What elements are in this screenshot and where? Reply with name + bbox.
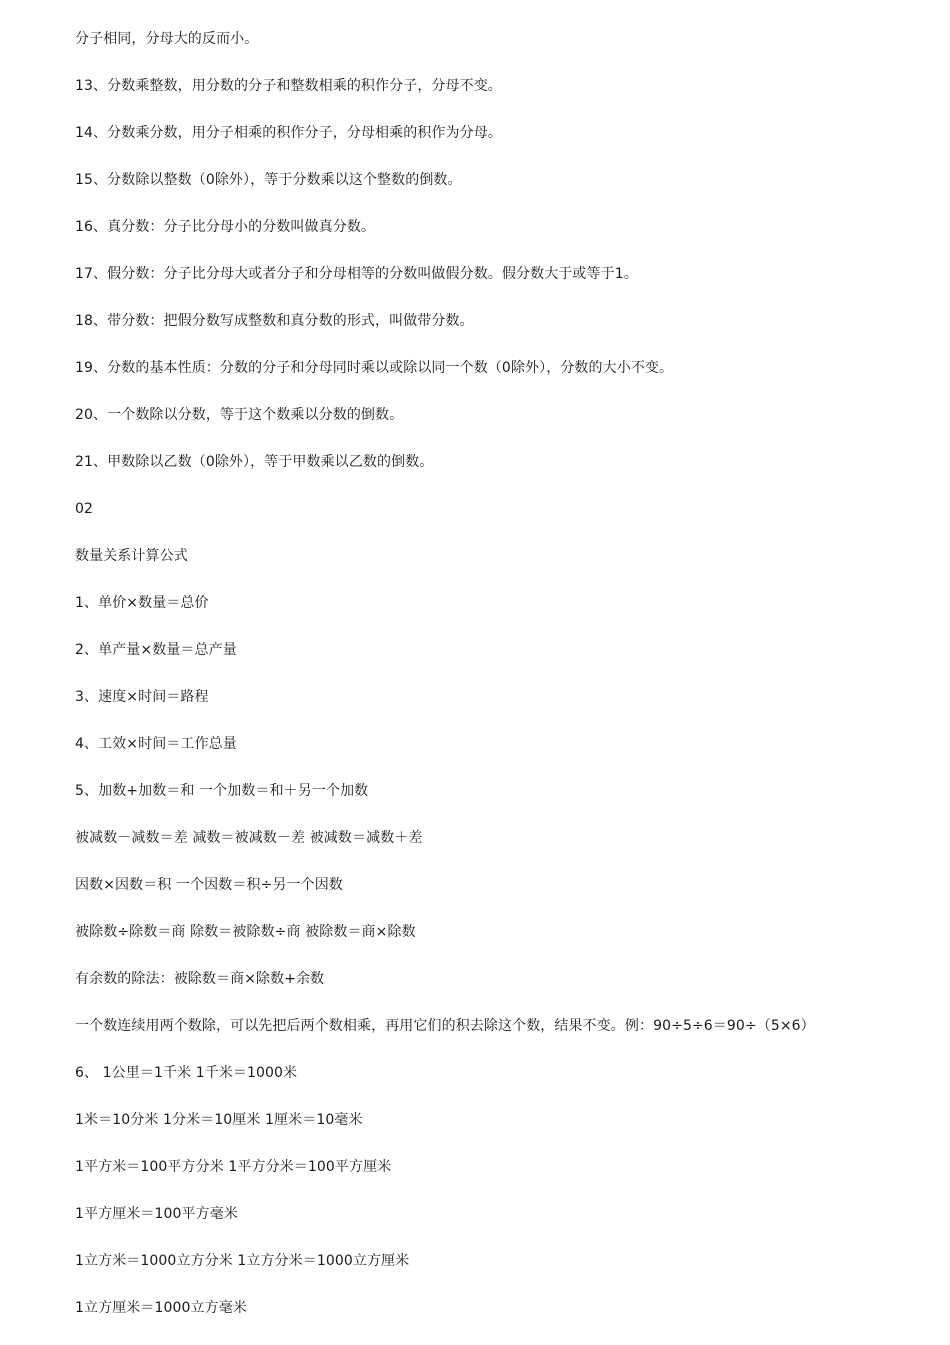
text-line: 1米＝10分米 1分米＝10厘米 1厘米＝10毫米 <box>75 1112 363 1128</box>
text-line: 因数×因数＝积 一个因数＝积÷另一个因数 <box>75 877 343 893</box>
text-line: 一个数连续用两个数除，可以先把后两个数相乘，再用它们的积去除这个数，结果不变。例：90÷5÷6＝90÷（5×6） <box>75 1018 815 1034</box>
text-line: 18、带分数：把假分数写成整数和真分数的形式，叫做带分数。 <box>75 313 474 329</box>
text-line: 16、真分数：分子比分母小的分数叫做真分数。 <box>75 219 376 235</box>
text-line: 分子相同，分母大的反而小。 <box>75 31 259 47</box>
text-line: 15、分数除以整数（0除外），等于分数乘以这个整数的倒数。 <box>75 172 462 188</box>
text-line: 19、分数的基本性质：分数的分子和分母同时乘以或除以同一个数（0除外），分数的大小不变。 <box>75 360 674 376</box>
text-line: 1、单价×数量＝总价 <box>75 595 209 611</box>
text-line: 1平方米＝100平方分米 1平方分米＝100平方厘米 <box>75 1159 392 1175</box>
section-heading: 数量关系计算公式 <box>75 548 188 564</box>
text-line: 被除数÷除数＝商 除数＝被除数÷商 被除数＝商×除数 <box>75 924 416 940</box>
text-line: 17、假分数：分子比分母大或者分子和分母相等的分数叫做假分数。假分数大于或等于1。 <box>75 266 638 282</box>
text-line: 20、一个数除以分数，等于这个数乘以分数的倒数。 <box>75 407 404 423</box>
text-line: 14、分数乘分数，用分子相乘的积作分子，分母相乘的积作为分母。 <box>75 125 502 141</box>
text-line: 有余数的除法：被除数＝商×除数+余数 <box>75 971 325 987</box>
text-line: 2、单产量×数量＝总产量 <box>75 642 237 658</box>
text-line: 5、加数+加数＝和 一个加数＝和＋另一个加数 <box>75 783 369 799</box>
text-line: 4、工效×时间＝工作总量 <box>75 736 237 752</box>
text-line: 6、 1公里＝1千米 1千米＝1000米 <box>75 1065 298 1081</box>
text-line: 3、速度×时间＝路程 <box>75 689 209 705</box>
text-line: 21、甲数除以乙数（0除外），等于甲数乘以乙数的倒数。 <box>75 454 434 470</box>
text-line: 13、分数乘整数，用分数的分子和整数相乘的积作分子，分母不变。 <box>75 78 502 94</box>
text-line: 被减数－减数＝差 减数＝被减数－差 被减数＝减数＋差 <box>75 830 423 846</box>
text-line: 1平方厘米＝100平方毫米 <box>75 1206 238 1222</box>
text-line: 1立方米＝1000立方分米 1立方分米＝1000立方厘米 <box>75 1253 410 1269</box>
text-line: 1立方厘米＝1000立方毫米 <box>75 1300 247 1316</box>
section-number: 02 <box>75 501 94 517</box>
